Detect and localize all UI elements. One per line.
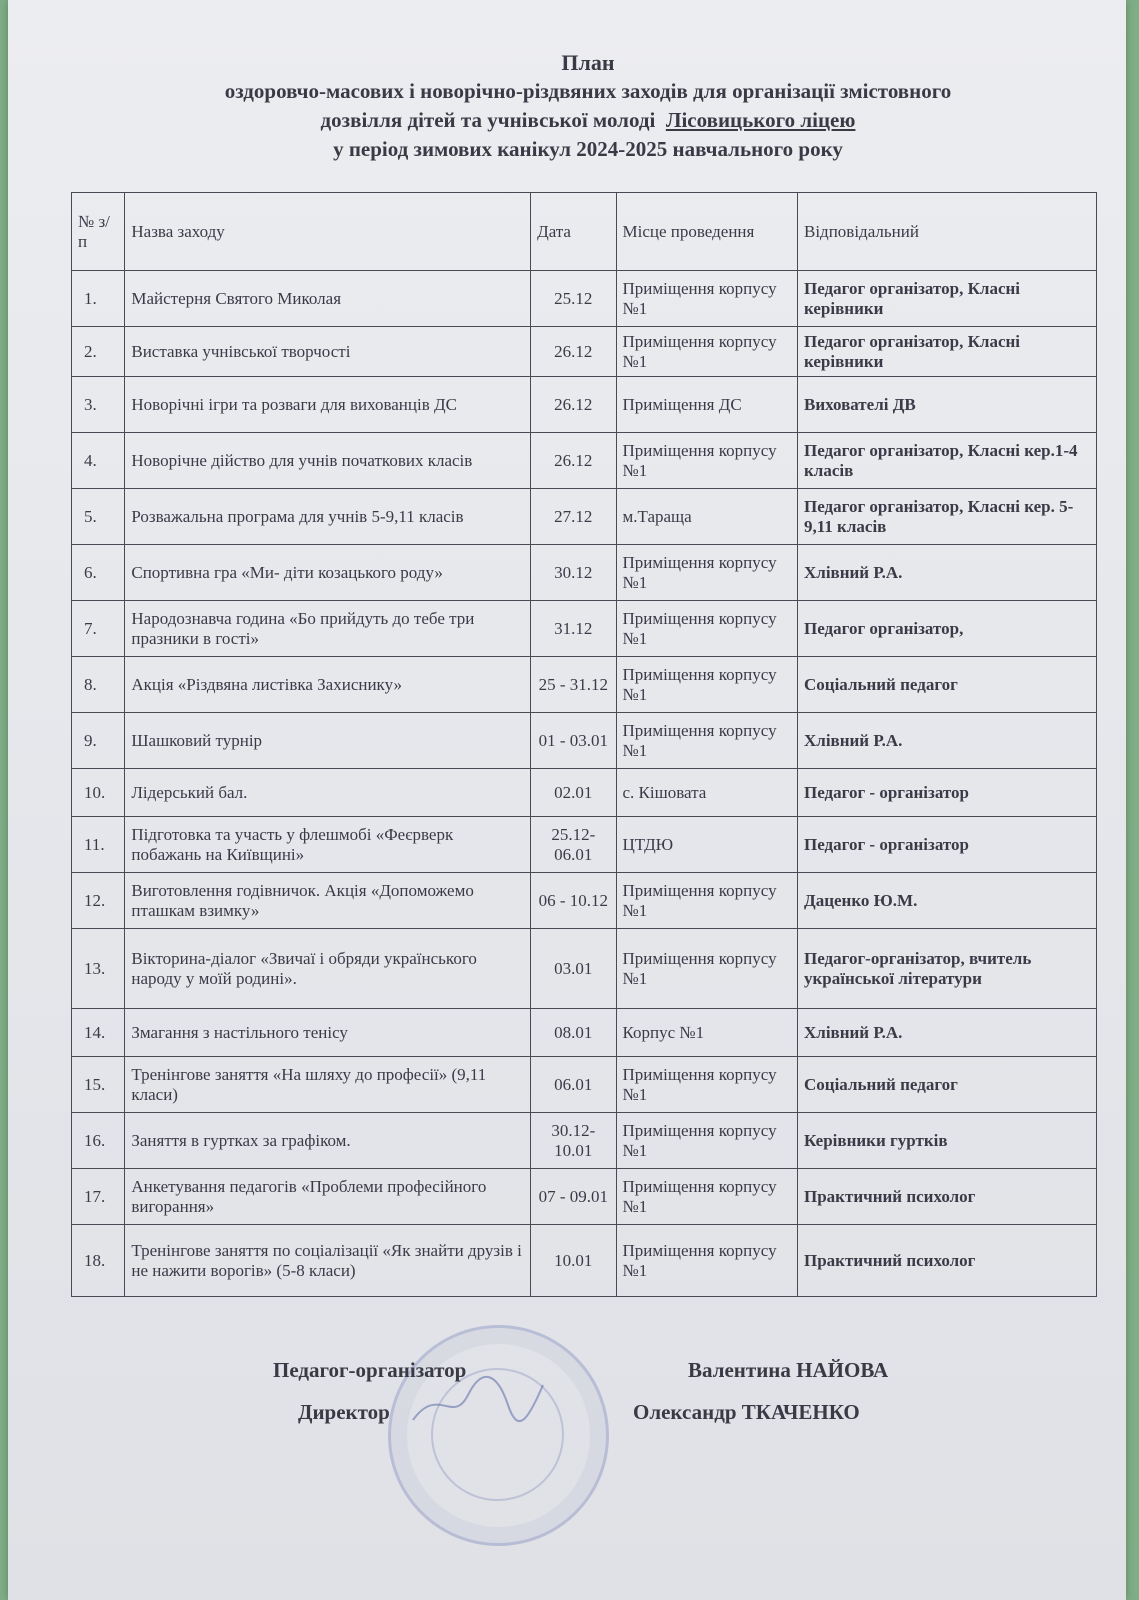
cell-name: Народознавча година «Бо прийдуть до тебе три празники в гості»: [125, 601, 531, 657]
cell-place: Приміщення корпусу №1: [616, 929, 798, 1009]
cell-num: 15.: [72, 1057, 125, 1113]
cell-responsible: Педагог - організатор: [798, 769, 1097, 817]
cell-name: Вікторина-діалог «Звичаї і обряди українського народу у моїй родині».: [125, 929, 531, 1009]
cell-name: Виставка учнівської творчості: [125, 327, 531, 377]
table-row: [72, 769, 1097, 817]
cell-date: 01 - 03.01: [531, 713, 616, 769]
cell-place: Приміщення корпусу №1: [616, 713, 798, 769]
cell-name: Тренінгове заняття «На шляху до професії» (9,11 класи): [125, 1057, 531, 1113]
title-line-4: у період зимових канікул 2024-2025 навчального року: [333, 137, 843, 161]
cell-num: 1.: [72, 271, 125, 327]
cell-num: 12.: [72, 873, 125, 929]
table-body: [72, 271, 1097, 1297]
cell-responsible: Педагог організатор, Класні кер.1-4 класів: [798, 433, 1097, 489]
header-name: Назва заходу: [125, 193, 531, 271]
signature-name-director: Олександр ТКАЧЕНКО: [633, 1400, 860, 1424]
cell-place: Приміщення корпусу №1: [616, 657, 798, 713]
signature-role-organizer: Педагог-організатор: [273, 1358, 467, 1382]
title-school-name: Лісовицького ліцею: [665, 108, 856, 132]
cell-responsible: Педагог організатор, Класні керівники: [798, 271, 1097, 327]
events-table: [71, 192, 1097, 1297]
cell-num: 10.: [72, 769, 125, 817]
cell-name: Анкетування педагогів «Проблеми професійного вигорання»: [125, 1169, 531, 1225]
cell-responsible: Керівники гуртків: [798, 1113, 1097, 1169]
cell-date: 02.01: [531, 769, 616, 817]
cell-date: 25.12-06.01: [531, 817, 616, 873]
table-row: [72, 1169, 1097, 1225]
title-line-3: [88, 106, 1088, 135]
cell-name: Новорічне дійство для учнів початкових класів: [125, 433, 531, 489]
cell-num: 3.: [72, 377, 125, 433]
cell-date: 31.12: [531, 601, 616, 657]
table-row: [72, 433, 1097, 489]
table-row: [72, 929, 1097, 1009]
cell-place: Приміщення корпусу №1: [616, 433, 798, 489]
cell-responsible: Даценко Ю.М.: [798, 873, 1097, 929]
cell-num: 18.: [72, 1225, 125, 1297]
header-num: № з/п: [72, 193, 125, 271]
signature-name-organizer: Валентина НАЙОВА: [688, 1358, 889, 1382]
cell-responsible: Педагог організатор, Класні кер. 5-9,11 класів: [798, 489, 1097, 545]
cell-date: 26.12: [531, 433, 616, 489]
cell-responsible: Педагог - організатор: [798, 817, 1097, 873]
cell-responsible: Практичний психолог: [798, 1225, 1097, 1297]
table-row: [72, 489, 1097, 545]
cell-name: Виготовлення годівничок. Акція «Допоможемо пташкам взимку»: [125, 873, 531, 929]
cell-responsible: Педагог організатор,: [798, 601, 1097, 657]
cell-place: м.Тараща: [616, 489, 798, 545]
title-line-1: План: [561, 50, 615, 75]
cell-date: 25.12: [531, 271, 616, 327]
cell-num: 8.: [72, 657, 125, 713]
cell-name: Підготовка та участь у флешмобі «Феєрверк побажань на Київщині»: [125, 817, 531, 873]
cell-responsible: Хлівний Р.А.: [798, 1009, 1097, 1057]
cell-name: Акція «Різдвяна листівка Захиснику»: [125, 657, 531, 713]
cell-place: Корпус №1: [616, 1009, 798, 1057]
cell-date: 08.01: [531, 1009, 616, 1057]
cell-name: Заняття в гуртках за графіком.: [125, 1113, 531, 1169]
cell-responsible: Педагог організатор, Класні керівники: [798, 327, 1097, 377]
cell-name: Тренінгове заняття по соціалізації «Як знайти друзів і не нажити ворогів» (5-8 класи): [125, 1225, 531, 1297]
cell-place: Приміщення корпусу №1: [616, 271, 798, 327]
cell-date: 03.01: [531, 929, 616, 1009]
cell-date: 07 - 09.01: [531, 1169, 616, 1225]
cell-responsible: Соціальний педагог: [798, 657, 1097, 713]
cell-num: 16.: [72, 1113, 125, 1169]
table-row: [72, 545, 1097, 601]
cell-place: Приміщення корпусу №1: [616, 873, 798, 929]
table-header-row: [72, 193, 1097, 271]
table-row: [72, 601, 1097, 657]
cell-place: Приміщення корпусу №1: [616, 1057, 798, 1113]
cell-place: Приміщення корпусу №1: [616, 1225, 798, 1297]
cell-num: 9.: [72, 713, 125, 769]
cell-place: Приміщення ДС: [616, 377, 798, 433]
cell-place: с. Кішовата: [616, 769, 798, 817]
cell-num: 2.: [72, 327, 125, 377]
cell-responsible: Вихователі ДВ: [798, 377, 1097, 433]
cell-place: Приміщення корпусу №1: [616, 327, 798, 377]
cell-date: 30.12-10.01: [531, 1113, 616, 1169]
table-row: [72, 713, 1097, 769]
cell-responsible: Хлівний Р.А.: [798, 545, 1097, 601]
cell-responsible: Практичний психолог: [798, 1169, 1097, 1225]
cell-date: 10.01: [531, 1225, 616, 1297]
document-title: [88, 48, 1088, 164]
cell-name: Шашковий турнір: [125, 713, 531, 769]
table-row: [72, 1113, 1097, 1169]
cell-num: 6.: [72, 545, 125, 601]
cell-name: Спортивна гра «Ми- діти козацького роду»: [125, 545, 531, 601]
cell-num: 13.: [72, 929, 125, 1009]
cell-place: Приміщення корпусу №1: [616, 545, 798, 601]
document-sheet: [8, 0, 1126, 1600]
table-row: [72, 1225, 1097, 1297]
cell-num: 11.: [72, 817, 125, 873]
cell-name: Лідерський бал.: [125, 769, 531, 817]
cell-place: ЦТДЮ: [616, 817, 798, 873]
cell-responsible: Соціальний педагог: [798, 1057, 1097, 1113]
table-row: [72, 271, 1097, 327]
cell-place: Приміщення корпусу №1: [616, 1113, 798, 1169]
cell-date: 30.12: [531, 545, 616, 601]
cell-num: 17.: [72, 1169, 125, 1225]
signature-role-director: Директор: [298, 1400, 390, 1424]
table-row: [72, 327, 1097, 377]
cell-num: 5.: [72, 489, 125, 545]
cell-place: Приміщення корпусу №1: [616, 1169, 798, 1225]
cell-num: 7.: [72, 601, 125, 657]
cell-date: 06 - 10.12: [531, 873, 616, 929]
cell-num: 4.: [72, 433, 125, 489]
table-row: [72, 1009, 1097, 1057]
header-date: Дата: [531, 193, 616, 271]
table-row: [72, 377, 1097, 433]
header-responsible: Відповідальний: [798, 193, 1097, 271]
cell-date: 25 - 31.12: [531, 657, 616, 713]
cell-place: Приміщення корпусу №1: [616, 601, 798, 657]
table-row: [72, 873, 1097, 929]
title-line-2: оздоровчо-масових і новорічно-різдвяних заходів для організації змістовного: [224, 79, 952, 103]
cell-name: Майстерня Святого Миколая: [125, 271, 531, 327]
cell-name: Новорічні ігри та розваги для вихованців ДС: [125, 377, 531, 433]
cell-date: 26.12: [531, 377, 616, 433]
table-row: [72, 657, 1097, 713]
table-row: [72, 817, 1097, 873]
cell-date: 06.01: [531, 1057, 616, 1113]
cell-name: Розважальна програма для учнів 5-9,11 класів: [125, 489, 531, 545]
cell-num: 14.: [72, 1009, 125, 1057]
cell-responsible: Хлівний Р.А.: [798, 713, 1097, 769]
cell-responsible: Педагог-організатор, вчитель української літератури: [798, 929, 1097, 1009]
title-line-3-prefix: дозвілля дітей та учнівської молоді: [320, 108, 656, 132]
cell-date: 27.12: [531, 489, 616, 545]
header-place: Місце проведення: [616, 193, 798, 271]
cell-name: Змагання з настільного тенісу: [125, 1009, 531, 1057]
table-row: [72, 1057, 1097, 1113]
cell-date: 26.12: [531, 327, 616, 377]
